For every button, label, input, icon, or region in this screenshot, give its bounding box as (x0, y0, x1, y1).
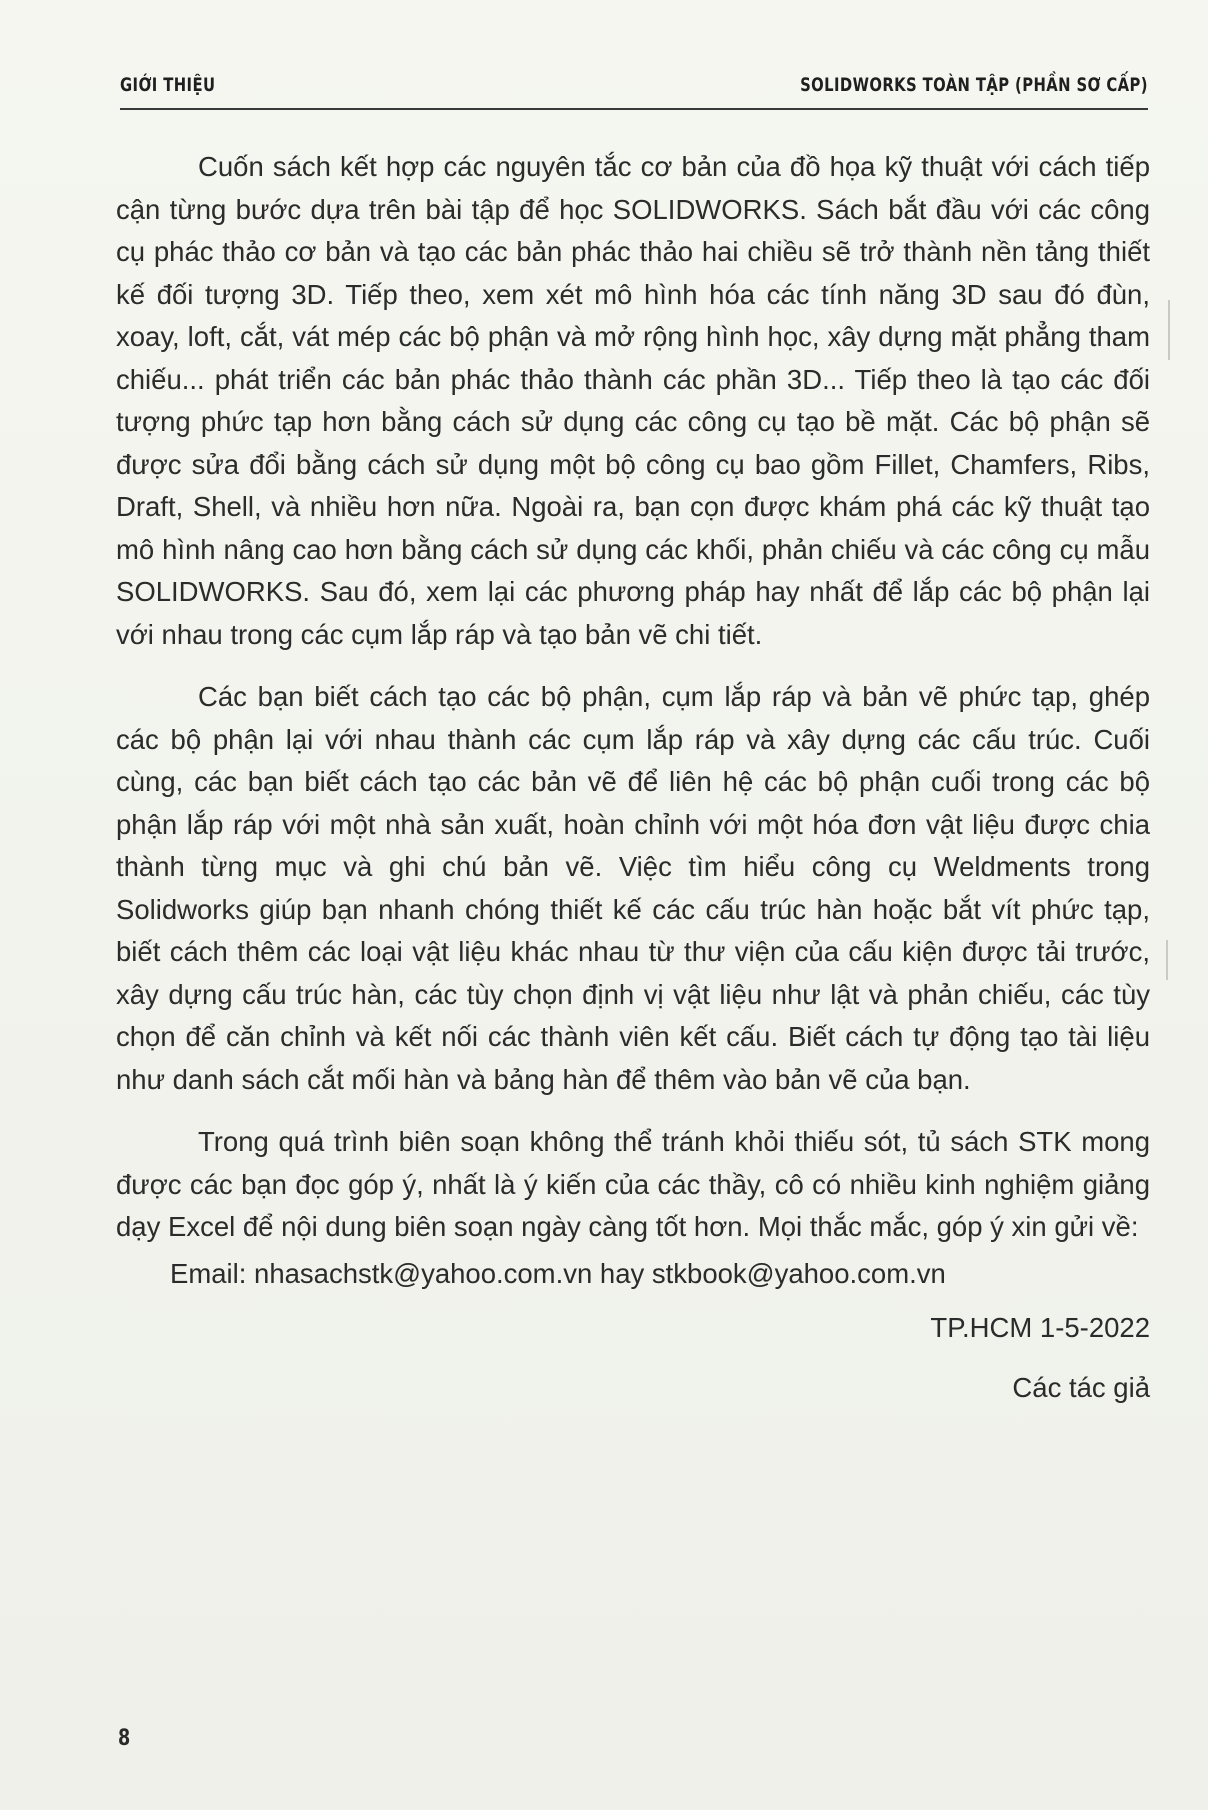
section-title: GIỚI THIỆU (120, 74, 216, 96)
page-number: 8 (118, 1726, 131, 1751)
running-header (120, 70, 1148, 110)
book-title: SOLIDWORKS TOÀN TẬP (PHẦN SƠ CẤP) (800, 74, 1148, 96)
contact-email: Email: nhasachstk@yahoo.com.vn hay stkbook@yahoo.com.vn (170, 1257, 946, 1289)
author-signature: Các tác giả (1012, 1371, 1150, 1403)
paragraph-intro: Cuốn sách kết hợp các nguyên tắc cơ bản của đồ họa kỹ thuật với cách tiếp cận từng bước dựa trên bài tập để học SOLIDWORKS. Sách bắt đầu với các công cụ phác thảo cơ bản và tạo các bản phác thảo hai chiều sẽ trở thành nền tảng thiết kế đối tượng 3D. Tiếp theo, xem xét mô hình hóa các tính năng 3D sau đó đùn, xoay, loft, cắt, vát mép các bộ phận và mở rộng hình học, xây dựng mặt phẳng tham chiếu... phát triển các bản phác thảo thành các phần 3D... Tiếp theo là tạo các đối tượng phức tạp hơn bằng cách sử dụng các công cụ tạo bề mặt. Các bộ phận sẽ được sửa đổi bằng cách sử dụng một bộ công cụ bao gồm Fillet, Chamfers, Ribs, Draft, Shell, và nhiều hơn nữa. Ngoài ra, bạn cọn được khám phá các kỹ thuật tạo mô hình nâng cao hơn bằng cách sử dụng các khối, phản chiếu và các công cụ mẫu SOLIDWORKS. Sau đó, xem lại các phương pháp hay nhất để lắp các bộ phận lại với nhau trong các cụm lắp ráp và tạo bản vẽ chi tiết. (116, 151, 1150, 650)
paragraph-features: Các bạn biết cách tạo các bộ phận, cụm lắp ráp và bản vẽ phức tạp, ghép các bộ phận lại với nhau thành các cụm lắp ráp và xây dựng các cấu trúc. Cuối cùng, các bạn biết cách tạo các bản vẽ để liên hệ các bộ phận cuối trong các bộ phận lắp ráp với một nhà sản xuất, hoàn chỉnh với một hóa đơn vật liệu được chia thành từng mục và ghi chú bản vẽ. Việc tìm hiểu công cụ Weldments trong Solidworks giúp bạn nhanh chóng thiết kế các cấu trúc hàn hoặc bắt vít phức tạp, biết cách thêm các loại vật liệu khác nhau từ thư viện của cấu kiện được tải trước, xây dựng cấu trúc hàn, các tùy chọn định vị vật liệu như lật và phản chiếu, các tùy chọn để căn chỉnh và kết nối các thành viên kết cấu. Biết cách tự động tạo tài liệu như danh sách cắt mối hàn và bảng hàn để thêm vào bản vẽ của bạn. (116, 681, 1150, 1095)
page-edge-mark (1168, 300, 1170, 360)
page-body (116, 146, 1150, 1409)
date-place: TP.HCM 1-5-2022 (930, 1311, 1150, 1343)
page-edge-mark (1166, 940, 1168, 980)
header-divider (120, 108, 1148, 110)
paragraph-feedback: Trong quá trình biên soạn không thể tránh khỏi thiếu sót, tủ sách STK mong được các bạn đọc góp ý, nhất là ý kiến của các thầy, cô có nhiều kinh nghiệm giảng dạy Excel để nội dung biên soạn ngày càng tốt hơn. Mọi thắc mắc, góp ý xin gửi về: (116, 1126, 1150, 1242)
